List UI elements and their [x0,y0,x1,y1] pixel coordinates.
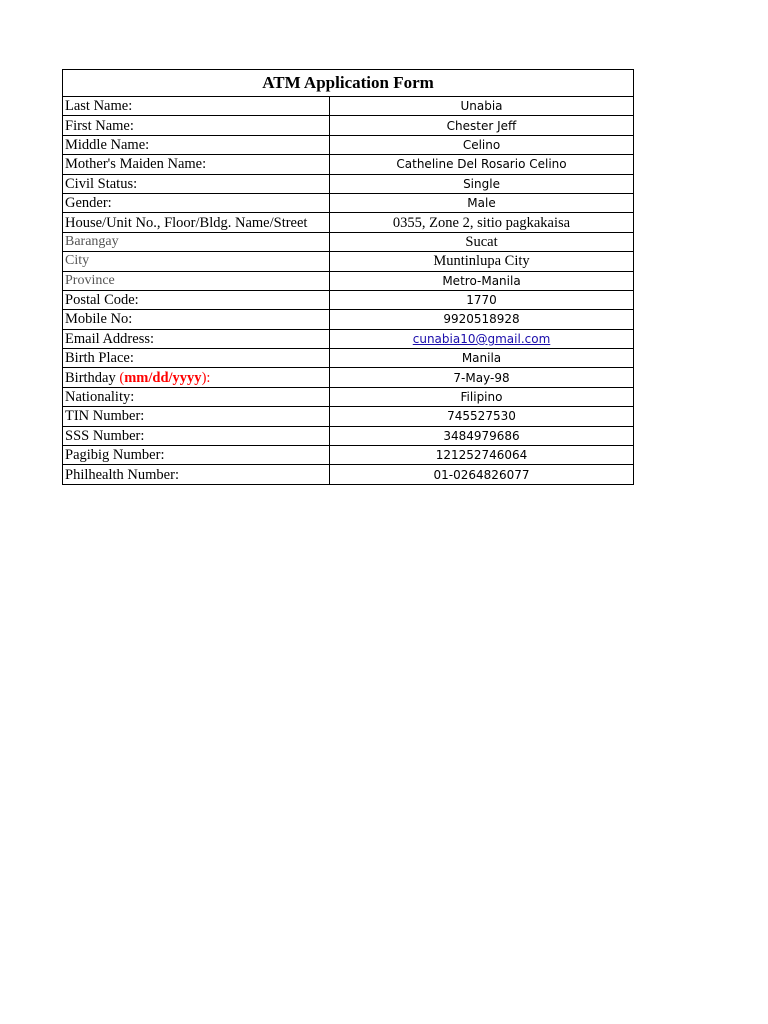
birthday-hint-open: ( [119,369,125,386]
postal-code-value: 1770 [330,290,634,309]
address-street-value: 0355, Zone 2, sitio pagkakaisa [330,213,634,232]
row-philhealth-number [63,465,634,484]
civil-status-label: Civil Status: [63,174,330,193]
birth-place-label: Birth Place: [63,349,330,368]
nationality-value: Filipino [330,387,634,406]
row-nationality [63,387,634,406]
nationality-label: Nationality: [63,387,330,406]
birthday-label-cell [63,368,330,387]
atm-application-form [62,69,634,485]
city-label: City [63,252,330,271]
row-sss-number [63,426,634,445]
address-street-label: House/Unit No., Floor/Bldg. Name/Street [63,213,330,232]
tin-number-label: TIN Number: [63,407,330,426]
barangay-value: Sucat [330,232,634,251]
mothers-maiden-name-label: Mother's Maiden Name: [63,155,330,174]
row-first-name [63,116,634,135]
row-address-street [63,213,634,232]
birthday-value: 7-May-98 [330,368,634,387]
row-province [63,271,634,290]
pagibig-number-value: 121252746064 [330,446,634,465]
row-civil-status [63,174,634,193]
row-barangay [63,232,634,251]
last-name-label: Last Name: [63,97,330,116]
philhealth-number-value: 01-0264826077 [330,465,634,484]
province-value: Metro-Manila [330,271,634,290]
philhealth-number-label: Philhealth Number: [63,465,330,484]
barangay-label: Barangay [63,232,330,251]
pagibig-number-label: Pagibig Number: [63,446,330,465]
civil-status-value: Single [330,174,634,193]
row-mothers-maiden-name [63,155,634,174]
row-pagibig-number [63,446,634,465]
first-name-value: Chester Jeff [330,116,634,135]
row-gender [63,193,634,212]
mothers-maiden-name-value: Catheline Del Rosario Celino [330,155,634,174]
row-city [63,252,634,271]
email-address-label: Email Address: [63,329,330,348]
mobile-no-value: 9920518928 [330,310,634,329]
birthday-hint-format: mm/dd/yyyy [124,369,202,386]
row-birthday [63,368,634,387]
middle-name-value: Celino [330,135,634,154]
birthday-format-hint [119,370,210,386]
row-birth-place [63,349,634,368]
middle-name-label: Middle Name: [63,135,330,154]
row-mobile-no [63,310,634,329]
row-tin-number [63,407,634,426]
sss-number-value: 3484979686 [330,426,634,445]
postal-code-label: Postal Code: [63,290,330,309]
first-name-label: First Name: [63,116,330,135]
birth-place-value: Manila [330,349,634,368]
birthday-hint-close: ): [201,369,211,386]
province-label: Province [63,271,330,290]
tin-number-value: 745527530 [330,407,634,426]
row-last-name [63,97,634,116]
row-email-address [63,329,634,348]
gender-value: Male [330,193,634,212]
email-address-link[interactable]: cunabia10@gmail.com [412,331,551,346]
form-title-row [63,70,634,97]
birthday-label: Birthday [65,369,116,386]
row-postal-code [63,290,634,309]
row-middle-name [63,135,634,154]
email-address-cell [330,329,634,348]
mobile-no-label: Mobile No: [63,310,330,329]
form-title: ATM Application Form [63,70,634,97]
city-value: Muntinlupa City [330,252,634,271]
last-name-value: Unabia [330,97,634,116]
sss-number-label: SSS Number: [63,426,330,445]
gender-label: Gender: [63,193,330,212]
